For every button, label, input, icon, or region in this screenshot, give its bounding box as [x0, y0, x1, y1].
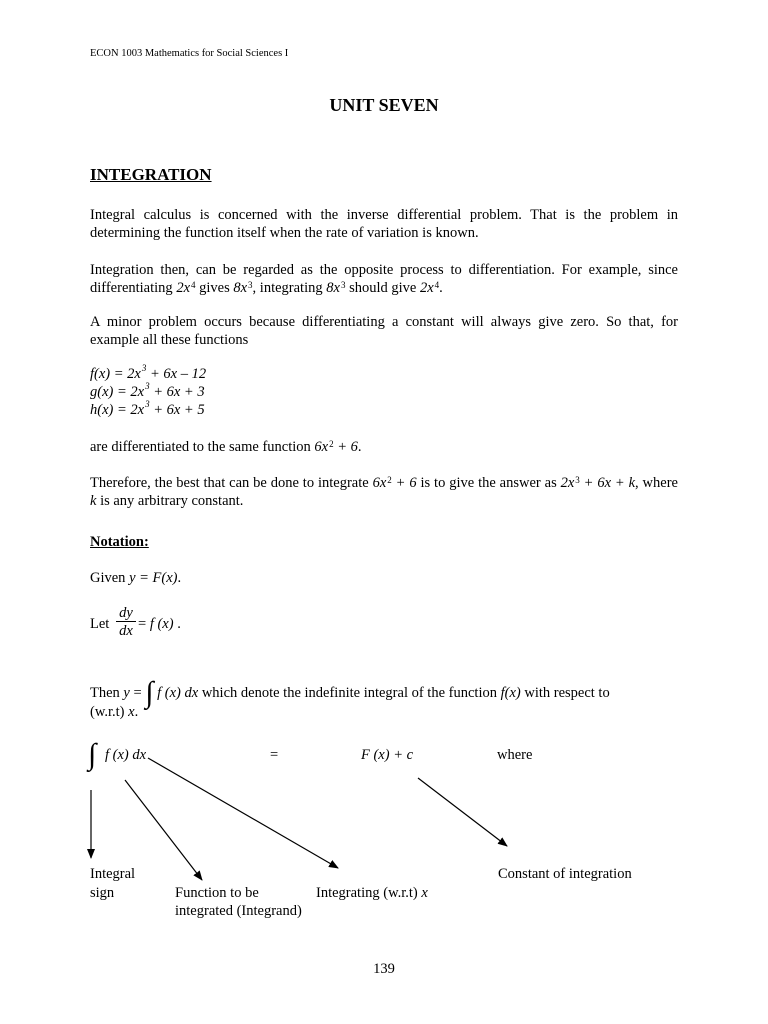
diagram-equals: =	[270, 747, 279, 763]
label-function-line2: integrated (Integrand)	[175, 903, 302, 919]
integration-paragraph: Integration then, can be regarded as the opposite process to differentiation. For example, since differentiating $2x^4$ gives $8x^3$, integrating $8x^3$ should give $2x^4$.	[90, 262, 678, 296]
let-label: Let	[90, 616, 110, 632]
label-constant: Constant of integration	[498, 866, 632, 882]
fraction-denominator: dx	[119, 623, 133, 639]
arrow-integrating	[148, 758, 338, 868]
diagram-where: where	[497, 747, 533, 763]
running-header: ECON 1003 Mathematics for Social Sciences I	[90, 48, 289, 59]
derivative-paragraph: are differentiated to the same function $6x^2 + 6$.	[90, 439, 362, 455]
label-integral-line2: sign	[90, 885, 115, 901]
therefore-paragraph: Therefore, the best that can be done to integrate $6x^2 + 6$ is to give the answer as $2x^3 + 6x + k$, where k is any arbitrary constant.	[90, 475, 678, 509]
function-f: $f(x) = 2x^3 + 6x - 12$	[90, 363, 207, 382]
fraction-numerator: dy	[116, 605, 136, 622]
arrow-constant	[418, 778, 507, 846]
arrow-integrand	[125, 780, 202, 880]
intro-paragraph: Integral calculus is concerned with the inverse differential problem. That is the problem in determining the function itself when the rate of variation is known.	[90, 207, 678, 241]
page-number: 139	[373, 961, 395, 977]
notation-heading: Notation:	[90, 534, 149, 550]
let-rhs: = f (x) .	[138, 616, 181, 632]
function-h: $h(x) = 2x^3 + 6x + 5$	[90, 399, 205, 418]
label-integrating: Integrating (w.r.t) x	[316, 885, 428, 901]
diagram-integral-expression: f (x) dx	[105, 747, 147, 763]
diagram-integral-sign-icon: ∫	[88, 738, 97, 771]
given-line: Given y = F(x).	[90, 570, 182, 586]
constant-paragraph: A minor problem occurs because differentiating a constant will always give zero. So that, for example all these functions	[90, 314, 678, 348]
diagram-result: F (x) + c	[361, 747, 414, 763]
then-line: Then y = ∫ f (x) dx which denote the indefinite integral of the function f(x) with respect to	[90, 676, 610, 709]
wrt-line: (w.r.t) x.	[90, 704, 139, 720]
unit-title: UNIT SEVEN	[329, 95, 439, 115]
section-title: INTEGRATION	[90, 165, 212, 184]
label-integral-line1: Integral	[90, 866, 136, 882]
function-g: $g(x) = 2x^3 + 6x + 3$	[90, 381, 205, 400]
label-function-line1: Function to be	[175, 885, 259, 901]
integral-sign-icon: ∫	[145, 676, 154, 709]
